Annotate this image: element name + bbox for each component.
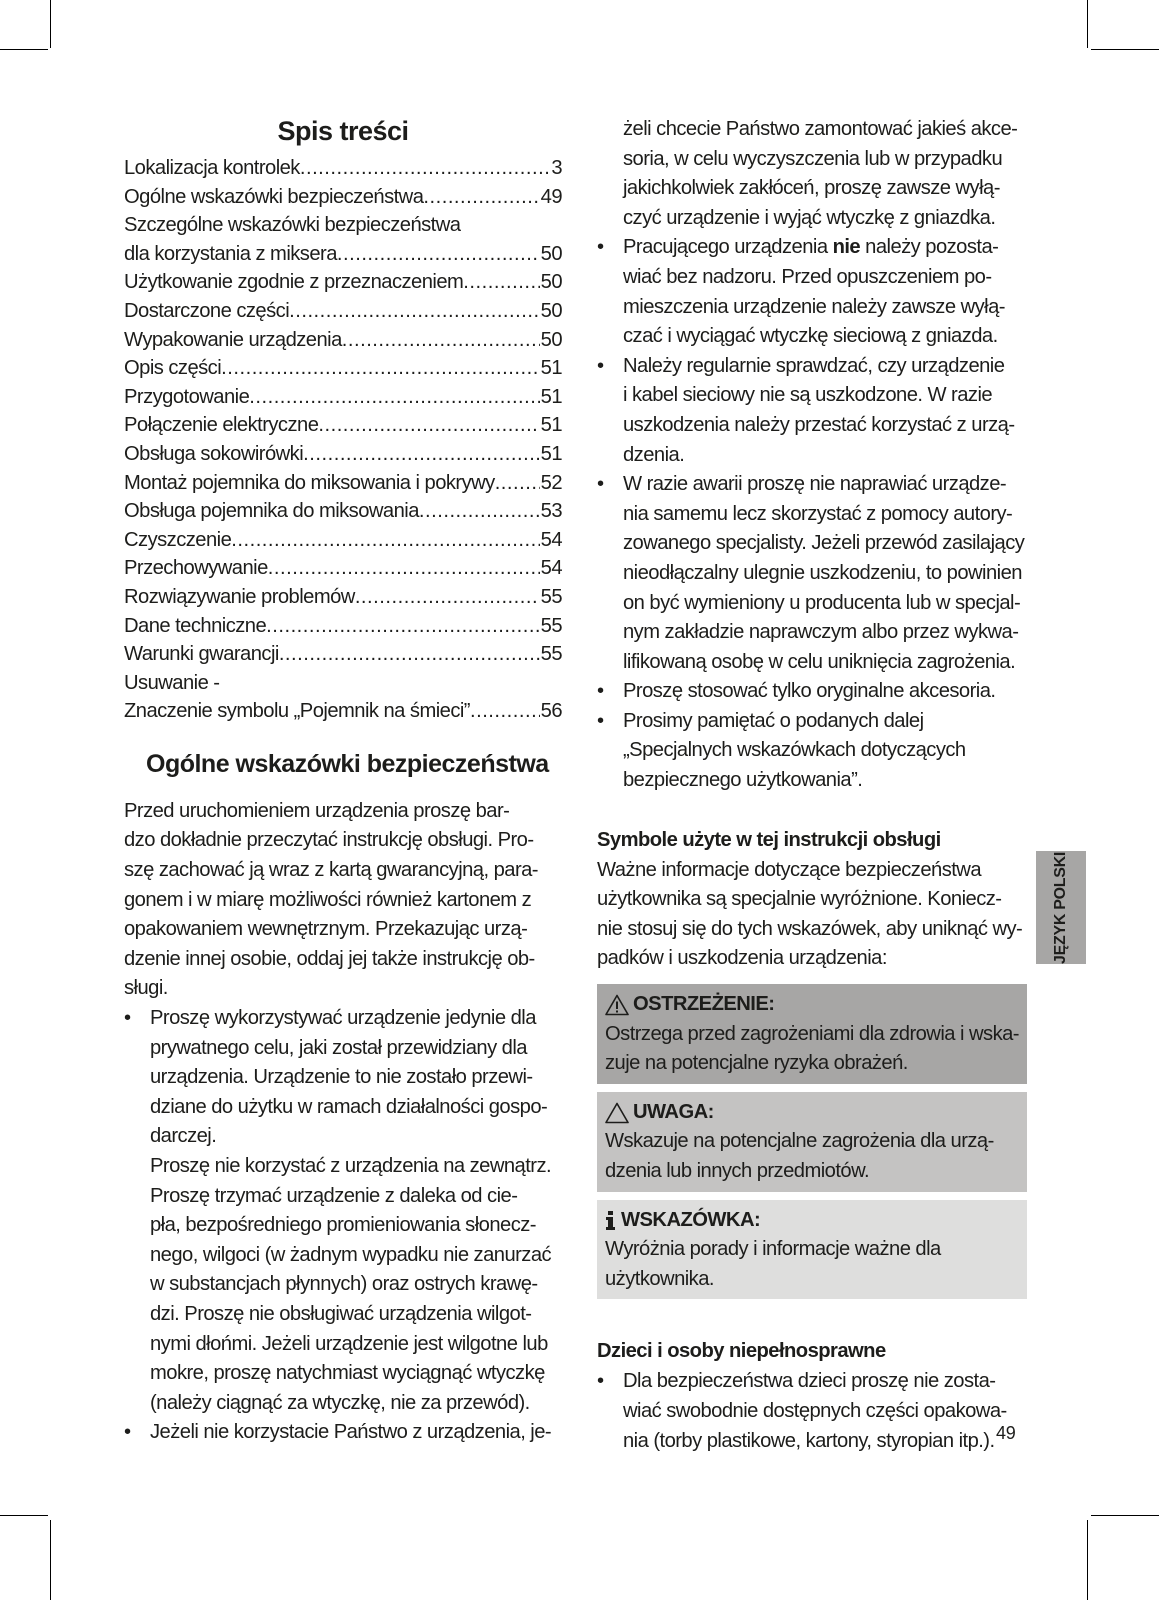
toc-entry (124, 354, 562, 383)
toc-leader-dots (231, 526, 539, 555)
toc-entry-title: Przechowywanie (124, 557, 268, 580)
toc-entry (124, 583, 562, 612)
text-line: nymi dłońmi. Jeżeli urządzenie jest wilgotne lub (150, 1332, 548, 1355)
toc-entry-title: Użytkowanie zgodnie z przeznaczeniem (124, 271, 464, 294)
text-line: szę zachować ją wraz z kartą gwarancyjną, para- (124, 859, 538, 882)
caution-heading (605, 1098, 1019, 1128)
bullet-marker: • (597, 236, 604, 259)
warning-heading (605, 990, 1019, 1020)
text-line: zuje na potencjalne ryzyka obrażeń. (605, 1052, 908, 1075)
toc-entry-title: Opis części (124, 357, 222, 380)
toc-leader-dots (249, 383, 539, 412)
text-line: soria, w celu wyczyszczenia lub w przypadku (623, 147, 1003, 170)
toc-entry-page: 50 (540, 242, 562, 265)
crop-mark (1091, 1515, 1159, 1516)
left-column (124, 115, 562, 1448)
text-line: Proszę nie korzystać z urządzenia na zewnątrz. (150, 1155, 552, 1177)
text-line: dzenie innej osobie, oddaj jej także instrukcję ob- (124, 947, 535, 970)
language-label: JĘZYK POLSKI (1052, 851, 1069, 964)
text-line: czać i wyciągać wtyczkę sieciową z gniazda. (623, 325, 998, 348)
bullet-text: Jeżeli nie korzystacie Państwo z urządzenia, je- (150, 1421, 552, 1444)
text-line: dzo dokładnie przeczytać instrukcję obsługi. Pro- (124, 829, 534, 852)
toc-entry (124, 268, 562, 297)
toc-entry-page: 54 (540, 557, 562, 580)
bullet-text (623, 470, 1034, 677)
text-line: i kabel sieciowy nie są uszkodzone. W razie (623, 384, 993, 407)
toc-entry-page: 55 (540, 643, 562, 666)
text-line: Dla bezpieczeństwa dzieci proszę nie zosta- (623, 1370, 996, 1393)
text-line: uszkodzenia należy przestać korzystać z urzą- (623, 413, 1015, 436)
note-box (597, 1200, 1027, 1300)
crop-mark (0, 49, 48, 50)
text-line: sługi. (124, 977, 168, 1000)
text-line: nieodłączalny ulegnie uszkodzeniu, to powinien (623, 561, 1022, 584)
toc-entry-page: 51 (540, 442, 562, 465)
children-section-title: Dzieci i osoby niepełnosprawne (597, 1340, 886, 1363)
text-line: dzenia. (623, 443, 685, 466)
caution-triangle-icon (605, 1102, 629, 1124)
right-column (597, 115, 1034, 1456)
toc-entry (124, 497, 562, 526)
caution-text (605, 1127, 1019, 1186)
text-line: W razie awarii proszę nie naprawiać urządze- (623, 473, 1007, 496)
toc-entry (124, 469, 562, 498)
text-line: on być wymieniony u producenta lub w specjal- (623, 591, 1021, 614)
caution-label: UWAGA: (633, 1100, 714, 1123)
crop-mark (50, 0, 51, 48)
toc-entry-page: 51 (540, 385, 562, 408)
page-number: 49 (996, 1423, 1016, 1443)
toc-leader-dots (289, 297, 540, 326)
toc-entry-page: 49 (540, 185, 562, 208)
note-text (605, 1235, 1019, 1294)
symbols-intro (597, 856, 1034, 974)
toc-entry (124, 383, 562, 412)
crop-mark (0, 1515, 48, 1516)
text-line: wiać swobodnie dostępnych części opakowa- (623, 1399, 1007, 1422)
toc-entry-page: 3 (551, 157, 562, 179)
text-line: mieszczenia urządzenie należy zawsze wyłą- (623, 295, 1005, 318)
bullet-marker: • (124, 1007, 131, 1030)
text-line: padków i uszkodzenia urządzenia: (597, 947, 887, 970)
text-line: Wyróżnia porady i informacje ważne dla (605, 1238, 941, 1261)
toc-entry-prefix: Usuwanie - (124, 671, 220, 694)
safety-intro (124, 797, 562, 1004)
text-line: dziane do użytku w ramach działalności gospo- (150, 1095, 548, 1118)
text-line: Proszę wykorzystywać urządzenie jedynie dla (150, 1007, 536, 1030)
text-line: Wskazuje na potencjalne zagrożenia dla urzą- (605, 1130, 994, 1153)
toc-entry (124, 640, 562, 669)
toc-leader-dots (268, 554, 540, 583)
safety-bullet-not-in-use-continued (597, 115, 1034, 233)
text-line: darczej. (150, 1125, 217, 1148)
bullet-marker: • (597, 473, 604, 496)
toc-entry-title: Przygotowanie (124, 385, 250, 408)
toc-entry-title: Dane techniczne (124, 614, 267, 637)
bullet-marker: • (597, 680, 604, 703)
toc-entry-title: Obsługa pojemnika do miksowania (124, 500, 419, 523)
table-of-contents (124, 154, 562, 726)
text-line: prywatnego celu, jaki został przewidziany dla (150, 1036, 527, 1059)
text-line: czyć urządzenie i wyjąć wtyczkę z gniazdka. (623, 206, 996, 229)
toc-entry-prefix: Szczególne wskazówki bezpieczeństwa (124, 214, 461, 237)
toc-leader-dots (318, 411, 539, 440)
text-line: urządzenia. Urządzenie to nie zostało przewi- (150, 1066, 533, 1089)
safety-bullet-accessories (597, 677, 1034, 707)
bullet-marker: • (124, 1421, 131, 1444)
toc-entry-page: 51 (540, 414, 562, 437)
text-line: Prosimy pamiętać o podanych dalej (623, 709, 924, 732)
warning-text (605, 1020, 1019, 1079)
toc-leader-dots (342, 326, 540, 355)
text-line: dzi. Proszę nie obsługiwać urządzenia wilgot- (150, 1302, 532, 1325)
toc-entry-page: 55 (540, 614, 562, 637)
toc-entry-title: Lokalizacja kontrolek (124, 157, 300, 179)
toc-entry-title: Wypakowanie urządzenia (124, 328, 342, 351)
text-line: nym zakładzie naprawczym albo przez wykwa- (623, 621, 1019, 644)
toc-entry (124, 554, 562, 583)
crop-mark (1091, 49, 1159, 50)
text-line: lifikowaną osobę w celu uniknięcia zagrożenia. (623, 650, 1016, 673)
bullet-marker: • (597, 1370, 604, 1393)
toc-leader-dots (355, 583, 540, 612)
toc-title: Spis treści (277, 116, 409, 146)
crop-mark (1087, 1520, 1088, 1600)
toc-entry-title: Znaczenie symbolu „Pojemnik na śmieci” (124, 700, 470, 723)
safety-bullet-repair (597, 470, 1034, 677)
toc-entry-title: Montaż pojemnika do miksowania i pokrywy (124, 471, 495, 494)
bullet-marker: • (597, 709, 604, 732)
toc-entry (124, 697, 562, 726)
toc-leader-dots (337, 240, 540, 269)
toc-entry (124, 183, 562, 212)
toc-leader-dots (300, 154, 550, 183)
safety-bullet-check-damage (597, 352, 1034, 470)
warning-box (597, 984, 1027, 1084)
toc-entry (124, 297, 562, 326)
safety-section-title: Ogólne wskazówki bezpieczeństwa (146, 749, 549, 778)
text-line: wiać bez nadzoru. Przed opuszczeniem po- (623, 265, 992, 288)
emphasis-nie: nie (832, 236, 861, 259)
toc-entry-title: Ogólne wskazówki bezpieczeństwa (124, 185, 424, 208)
text-line: Należy regularnie sprawdzać, czy urządzenie (623, 354, 1005, 377)
toc-leader-dots (266, 612, 540, 641)
text-line: nego, wilgoci (w żadnym wypadku nie zanurzać (150, 1243, 552, 1266)
text-line: Przed uruchomieniem urządzenia proszę bar- (124, 799, 510, 822)
toc-entry-page: 50 (540, 328, 562, 351)
toc-leader-dots (423, 183, 539, 212)
text-line: Ważne informacje dotyczące bezpieczeństwa (597, 858, 982, 881)
text-line: jakichkolwiek zakłóceń, proszę zawsze wyłą- (623, 177, 1000, 200)
text-line: bezpiecznego użytkowania”. (623, 769, 863, 792)
warning-label: OSTRZEŻENIE: (633, 993, 775, 1016)
toc-entry (124, 526, 562, 555)
toc-leader-dots (303, 440, 539, 469)
toc-entry (124, 612, 562, 641)
text-line: (należy ciągnąć za wtyczkę, nie za przewód). (150, 1391, 530, 1414)
text-line: gonem i w miarę możliwości również kartonem z (124, 888, 532, 911)
text-line: w substancjach płynnych) oraz ostrych krawę- (150, 1273, 538, 1296)
toc-leader-dots (470, 697, 540, 726)
text-line: nie stosuj się do tych wskazówek, aby uniknąć wy- (597, 917, 1023, 940)
bullet-text (623, 352, 1034, 470)
info-icon (605, 1209, 617, 1231)
toc-entry (124, 411, 562, 440)
crop-mark (50, 1520, 51, 1600)
toc-entry-title: Obsługa sokowirówki (124, 442, 304, 465)
text-line: użytkownika. (605, 1267, 714, 1290)
text-line: Proszę trzymać urządzenie z daleka od cie- (150, 1184, 518, 1207)
text-line: Proszę stosować tylko oryginalne akcesoria. (623, 680, 996, 703)
text-line: żeli chcecie Państwo zamontować jakieś akce- (623, 118, 1018, 140)
safety-bullet-private-use (124, 1004, 562, 1418)
toc-entry-title: Warunki gwarancji (124, 643, 279, 666)
toc-entry-page: 53 (540, 500, 562, 523)
note-label: WSKAZÓWKA: (621, 1208, 761, 1231)
toc-leader-dots (419, 497, 540, 526)
toc-entry-page: 50 (540, 271, 562, 294)
bullet-text (150, 1004, 562, 1418)
caution-box (597, 1092, 1027, 1192)
toc-entry (124, 440, 562, 469)
note-heading (605, 1206, 1019, 1236)
safety-bullet-special-notes (597, 707, 1034, 796)
bullet-text (623, 677, 1034, 707)
safety-bullet-not-in-use (124, 1418, 562, 1448)
bullet-text (623, 707, 1034, 796)
toc-entry (124, 154, 562, 183)
language-side-tab (1036, 851, 1086, 964)
text-line: zowanego specjalisty. Jeżeli przewód zasilający (623, 532, 1025, 555)
toc-leader-dots (463, 268, 539, 297)
toc-entry-page: 51 (540, 357, 562, 380)
toc-entry-page: 50 (540, 299, 562, 322)
text-line: dzenia lub innych przedmiotów. (605, 1160, 870, 1182)
toc-entry-page: 55 (540, 585, 562, 608)
toc-entry-title: dla korzystania z miksera (124, 242, 337, 265)
toc-leader-dots (221, 354, 539, 383)
text-line: Ostrzega przed zagrożeniami dla zdrowia i wska- (605, 1022, 1019, 1045)
toc-entry-title: Czyszczenie (124, 528, 232, 551)
bullet-text (623, 263, 1034, 352)
text-line: opakowaniem wewnętrznym. Przekazując urzą- (124, 918, 528, 941)
toc-leader-dots (279, 640, 540, 669)
text-line: pła, bezpośredniego promieniowania słonecz- (150, 1214, 536, 1237)
toc-entry-page: 56 (540, 700, 562, 723)
symbols-section-title: Symbole użyte w tej instrukcji obsługi (597, 828, 941, 851)
toc-entry (124, 326, 562, 355)
text-line: użytkownika są specjalnie wyróżnione. Koniecz- (597, 888, 1002, 911)
toc-entry (124, 240, 562, 269)
crop-mark (1087, 0, 1088, 48)
toc-entry-title: Połączenie elektryczne (124, 414, 319, 437)
text-line: nia samemu lecz skorzystać z pomocy autory- (623, 502, 1013, 525)
text-line: mokre, proszę natychmiast wyciągnąć wtyczkę (150, 1362, 545, 1385)
toc-entry-title: Dostarczone części (124, 299, 290, 322)
safety-bullet-unattended (597, 233, 1034, 351)
toc-entry-page: 52 (540, 471, 562, 494)
text-line: nia (torby plastikowe, kartony, styropian itp.). (623, 1429, 995, 1452)
bullet-marker: • (597, 354, 604, 377)
toc-leader-dots (495, 469, 540, 498)
bullet-text-first-line: Pracującego urządzenia nie należy pozosta- (623, 236, 999, 259)
bullet-text (623, 1367, 1034, 1456)
warning-triangle-icon (605, 994, 629, 1016)
toc-entry-title: Rozwiązywanie problemów (124, 585, 355, 608)
children-bullet-packaging (597, 1367, 1034, 1456)
toc-entry-page: 54 (540, 528, 562, 551)
text-line: „Specjalnych wskazówkach dotyczących (623, 739, 966, 762)
